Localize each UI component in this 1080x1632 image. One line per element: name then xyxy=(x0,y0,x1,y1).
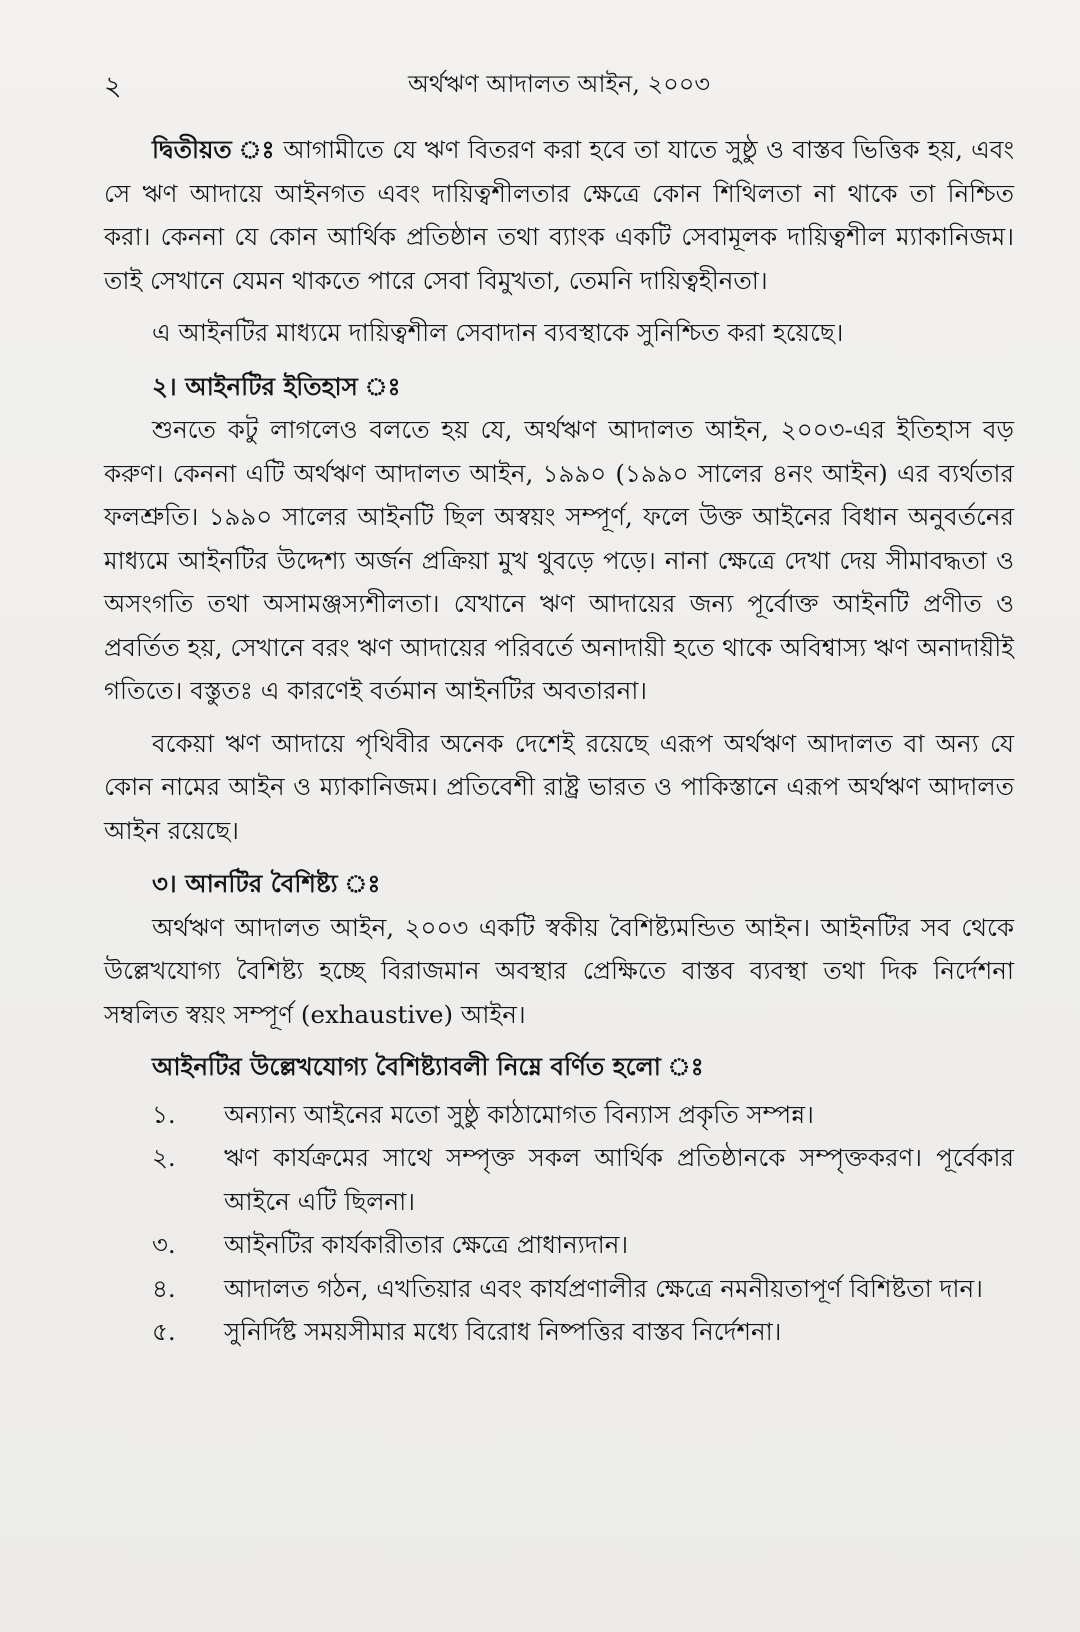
features-list xyxy=(104,1093,1014,1354)
page-body xyxy=(104,128,1014,1354)
section-heading-features: ৩। আনটির বৈশিষ্ট্য ঃ xyxy=(152,869,381,898)
list-item-number: ৫. xyxy=(152,1317,176,1346)
section-heading-history: ২। আইনটির ইতিহাস ঃ xyxy=(152,371,401,401)
paragraph-other-countries: বকেয়া ঋণ আদায়ে পৃথিবীর অনেক দেশেই রয়েছে এরূপ অর্থঋণ আদালত বা অন্য যে কোন নামের আইন ও ম্যাকানিজম। প্রতিবেশী রাষ্ট্র ভারত ও পাকিস্তানে এরূপ অর্থঋণ আদালত আইন রয়েছে। xyxy=(104,728,1014,845)
list-item-number: ১. xyxy=(152,1099,176,1129)
list-item xyxy=(104,1310,1014,1354)
running-title: অর্থঋণ আদালত আইন, ২০০৩ xyxy=(408,70,710,98)
list-item xyxy=(104,1093,1014,1137)
paragraph-features-list-lead: আইনটির উল্লেখযোগ্য বৈশিষ্ট্যাবলী নিম্নে বর্ণিত হলো ঃ xyxy=(152,1052,704,1081)
page-number: ২ xyxy=(104,71,122,102)
list-item-number: ২. xyxy=(152,1143,176,1172)
list-item-text: আইনটির কার্যকারীতার ক্ষেত্রে প্রাধান্যদান। xyxy=(224,1230,629,1259)
paragraph-features-intro: অর্থঋণ আদালত আইন, ২০০৩ একটি স্বকীয় বৈশিষ্ট্যমন্ডিত আইন। আইনটির সব থেকে উল্লেখযোগ্য বৈশিষ্ট্য হচ্ছে বিরাজমান অবস্থার প্রেক্ষিতে বাস্তব ব্যবস্থা তথা দিক নির্দেশনা সম্বলিত স্বয়ং সম্পূর্ণ (exhaustive) আইন। xyxy=(104,912,1014,1029)
paragraph-lead: দ্বিতীয়ত ঃ xyxy=(152,135,276,164)
list-item-text: অন্যান্য আইনের মতো সুষ্ঠু কাঠামোগত বিন্যাস প্রকৃতি সম্পন্ন। xyxy=(224,1099,814,1129)
paragraph-history: শুনতে কটু লাগলেও বলতে হয় যে, অর্থঋণ আদালত আইন, ২০০৩-এর ইতিহাস বড় করুণ। কেননা এটি অর্থঋণ আদালত আইন, ১৯৯০ (১৯৯০ সালের ৪নং আইন) এর ব্যর্থতার ফলশ্রুতি। ১৯৯০ সালের আইনটি ছিল অস্বয়ং সম্পূর্ণ, ফলে উক্ত আইনের বিধান অনুবর্তনের মাধ্যমে আইনটির উদ্দেশ্য অর্জন প্রক্রিয়া মুখ থুবড়ে পড়ে। নানা ক্ষেত্রে দেখা দেয় সীমাবদ্ধতা ও অসংগতি তথা অসামঞ্জস্যশীলতা। যেখানে ঋণ আদায়ের জন্য পূর্বোক্ত আইনটি প্রণীত ও প্রবর্তিত হয়, সেখানে বরং ঋণ আদায়ের পরিবর্তে অনাদায়ী হতে থাকে অবিশ্বাস্য ঋণ অনাদায়ীই গতিতে। বস্তুতঃ এ কারণেই বর্তমান আইনটির অবতারনা। xyxy=(104,415,1014,705)
list-item-text: আদালত গঠন, এখতিয়ার এবং কার্যপ্রণালীর ক্ষেত্রে নমনীয়তাপূর্ণ বিশিষ্টতা দান। xyxy=(224,1273,983,1303)
list-item xyxy=(104,1267,1014,1311)
list-item-text: সুনির্দিষ্ট সময়সীমার মধ্যে বিরোধ নিষ্পত্তির বাস্তব নির্দেশনা। xyxy=(224,1317,782,1346)
paragraph-responsible-service: এ আইনটির মাধ্যমে দায়িত্বশীল সেবাদান ব্যবস্থাকে সুনিশ্চিত করা হয়েছে। xyxy=(152,318,844,347)
page-header xyxy=(104,66,1014,106)
list-item xyxy=(104,1136,1014,1223)
list-item-number: ৪. xyxy=(152,1273,176,1303)
list-item xyxy=(104,1223,1014,1267)
list-item-text: ঋণ কার্যক্রমের সাথে সম্পৃক্ত সকল আর্থিক প্রতিষ্ঠানকে সম্পৃক্তকরণ। পূর্বেকার আইনে এটি ছিলনা। xyxy=(224,1143,1014,1216)
paragraph-text: আগামীতে যে ঋণ বিতরণ করা হবে তা যাতে সুষ্ঠু ও বাস্তব ভিত্তিক হয়, এবং সে ঋণ আদায়ে আইনগত এবং দায়িত্বশীলতার ক্ষেত্রে কোন শিথিলতা না থাকে তা নিশ্চিত করা। কেননা যে কোন আর্থিক প্রতিষ্ঠান তথা ব্যাংক একটি সেবামূলক দায়িত্বশীল ম্যাকানিজম। তাই সেখানে যেমন থাকতে পারে সেবা বিমুখতা, তেমনি দায়িত্বহীনতা। xyxy=(104,135,1014,295)
paragraph-secondly xyxy=(104,128,1014,302)
list-item-number: ৩. xyxy=(152,1230,176,1259)
